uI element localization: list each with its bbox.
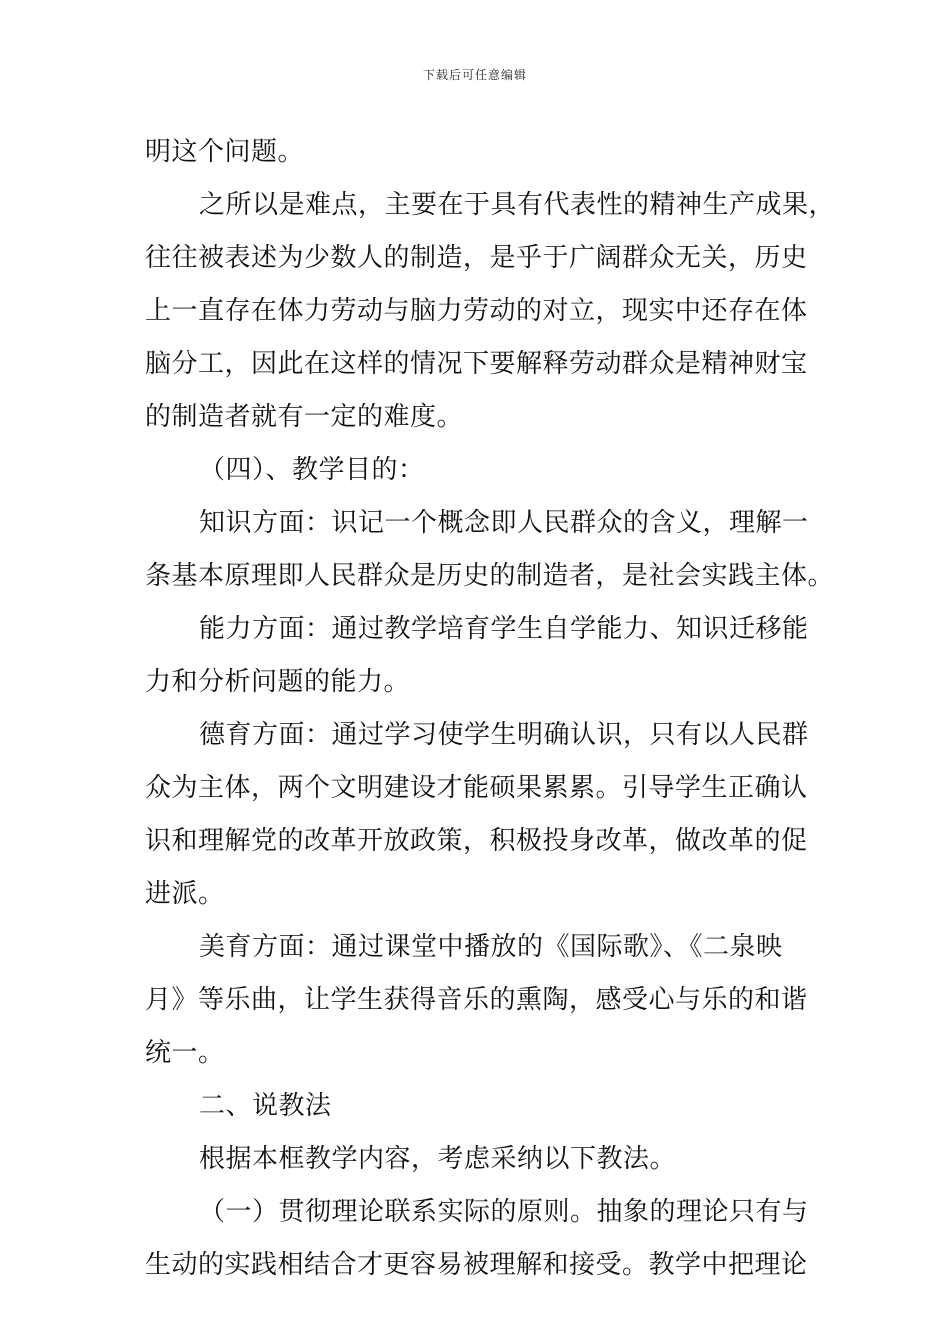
page-header: 下载后可任意编辑 [422,68,527,82]
text-line: 上一直存在体力劳动与脑力劳动的对立，现实中还存在体 [145,296,808,326]
text-line: 脑分工，因此在这样的情况下要解释劳动群众是精神财宝 [145,349,808,379]
text-line: 二、说教法 [199,1091,332,1121]
document-body [145,126,836,1292]
text-line: 根据本框教学内容，考虑采纳以下教法。 [199,1144,677,1174]
text-line: （一）贯彻理论联系实际的原则。抽象的理论只有与 [199,1197,809,1227]
text-line: 进派。 [145,879,225,909]
text-line: 条基本原理即人民群众是历史的制造者，是社会实践主体。 [145,561,835,591]
text-line: 之所以是难点，主要在于具有代表性的精神生产成果， [199,190,836,220]
text-line: 月》等乐曲，让学生获得音乐的熏陶，感受心与乐的和谐 [145,985,808,1015]
text-line: 能力方面：通过教学培育学生自学能力、知识迁移能 [199,614,809,644]
text-line: 的制造者就有一定的难度。 [145,402,464,432]
text-line: 德育方面：通过学习使学生明确认识，只有以人民群 [199,720,809,750]
text-line: 生动的实践相结合才更容易被理解和接受。教学中把理论 [145,1250,808,1280]
text-line: 美育方面：通过课堂中播放的《国际歌》、《二泉映 [199,932,783,962]
text-line: 众为主体，两个文明建设才能硕果累累。引导学生正确认 [145,773,808,803]
text-line: （四）、教学目的： [199,455,425,485]
text-line: 统一。 [145,1038,225,1068]
text-line: 力和分析问题的能力。 [145,667,411,697]
text-line: 识和理解党的改革开放政策，积极投身改革，做改革的促 [145,826,808,856]
text-line: 往往被表述为少数人的制造，是乎于广阔群众无关，历史 [145,243,808,273]
text-line: 知识方面：识记一个概念即人民群众的含义，理解一 [199,508,809,538]
text-line: 明这个问题。 [145,137,305,167]
